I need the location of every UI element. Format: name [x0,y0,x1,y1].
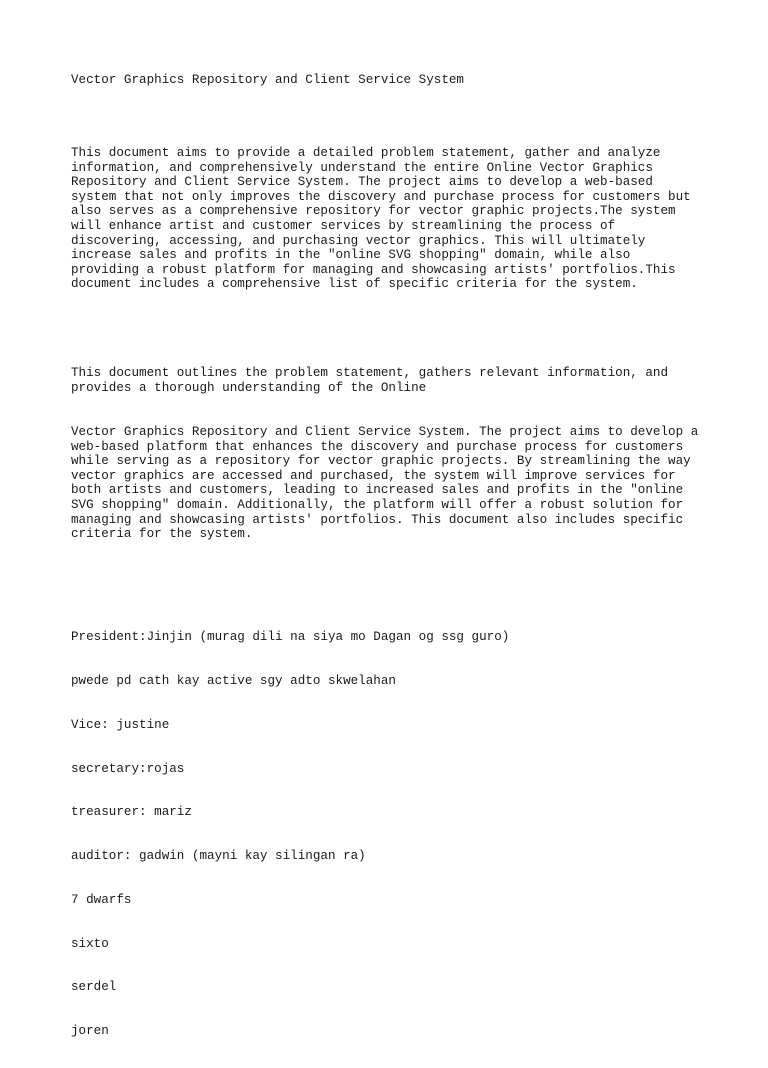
paragraph-intro: This document aims to provide a detailed problem statement, gather and analyze information, and comprehensively understand the entire Online Vector Graphics Repository and Client Service System. The project aims to develop a web-based system that not only improves the discovery and purchase process for customers but also serves as a comprehensive repository for vector graphic projects.The system will enhance artist and customer services by streamlining the process of discovering, accessing, and purchasing vector graphics. This will ultimately increase sales and profits in the "online SVG shopping" domain, while also providing a robust platform for managing and showcasing artists' portfolios.This document includes a comprehensive list of specific criteria for the system. [71,146,691,292]
roles-line: treasurer: mariz [71,805,192,820]
roles-list [71,601,731,1068]
roles-line: 7 dwarfs [71,892,132,907]
paragraph-outline: This document outlines the problem statement, gathers relevant information, and provides a thorough understanding of the Online [71,366,669,395]
roles-line: President:Jinjin (murag dili na siya mo Dagan og ssg guro) [71,630,510,645]
paragraph-description: Vector Graphics Repository and Client Service System. The project aims to develop a web-based platform that enhances the discovery and purchase process for customers while serving as a repository for vector graphic projects. By streamlining the way vector graphics are accessed and purchased, the system will improve services for both artists and customers, leading to increased sales and profits in the "online SVG shopping" domain. Additionally, the platform will offer a robust solution for managing and showcasing artists' portfolios. This document also includes specific criteria for the system. [71,425,699,542]
roles-line: auditor: gadwin (mayni kay silingan ra) [71,849,366,864]
roles-line: Vice: justine [71,717,170,732]
roles-line: serdel [71,980,117,995]
roles-line: pwede pd cath kay active sgy adto skwelahan [71,673,396,688]
roles-line: sixto [71,936,109,951]
roles-line: joren [71,1024,109,1039]
document-title: Vector Graphics Repository and Client Service System [71,73,464,87]
roles-line: secretary:rojas [71,761,185,776]
